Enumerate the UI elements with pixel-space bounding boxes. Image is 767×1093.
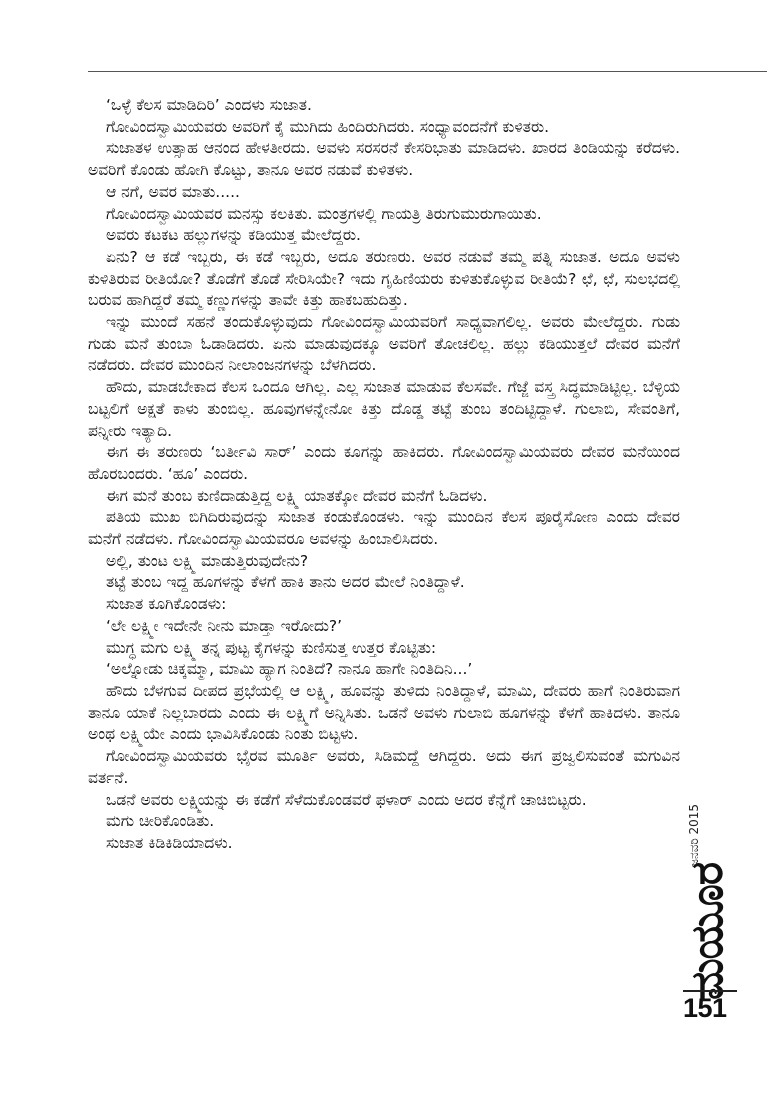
magazine-logo-text: ಮಯೂರ: [682, 862, 734, 1000]
footer-rule: [683, 990, 737, 992]
paragraph: ಗೋವಿಂದಸ್ವಾಮಿಯವರು ಭೈರವ ಮೂರ್ತಿ ಅವರು, ಸಿಡಿಮದ್ದೆ ಆಗಿದ್ದರು. ಅದು ಈಗ ಪ್ರಜ್ವಲಿಸುವಂತೆ ಮಗುವಿನ ವರ್ತನೆ.: [88, 747, 680, 787]
sidebar: [682, 800, 736, 1000]
paragraph: ಸುಜಾತ ಕಿಡಿಕಿಡಿಯಾದಳು.: [106, 833, 233, 852]
paragraph: ಈಗ ಈ ತರುಣರು ‘ಬರ್ತೀವಿ ಸಾರ್’ ಎಂದು ಕೂಗನ್ನು ಹಾಕಿದರು. ಗೋವಿಂದಸ್ವಾಮಿಯವರು ದೇವರ ಮನೆಯಿಂದ ಹೊರಬಂದರು. ‘ಹೂ’ ಎಂದರು.: [88, 443, 680, 483]
paragraph: ‘ಒಳ್ಳೆ ಕೆಲಸ ಮಾಡಿದಿರಿ’ ಎಂದಳು ಸುಜಾತ.: [106, 96, 312, 114]
paragraph: ತಟ್ಟೆ ತುಂಬ ಇದ್ದ ಹೂಗಳನ್ನು ಕೆಳಗೆ ಹಾಕಿ ತಾನು ಅದರ ಮೇಲೆ ನಿಂತಿದ್ದಾಳೆ.: [106, 573, 465, 592]
page-number: 151: [683, 993, 727, 1023]
paragraph: ಅವರು ಕಟಕಟ ಹಲ್ಲುಗಳನ್ನು ಕಡಿಯುತ್ತ ಮೇಲೆದ್ದರು.: [106, 226, 361, 245]
magazine-logo: [682, 862, 734, 1000]
paragraph: ಹೌದು ಬೆಳಗುವ ದೀಪದ ಪ್ರಭೆಯಲ್ಲಿ ಆ ಲಕ್ಷ್ಮಿ, ಹೂವನ್ನು ತುಳಿದು ನಿಂತಿದ್ದಾಳೆ, ಮಾಮಿ, ದೇವರು ಹಾಗೆ ನಿಂತಿರುವಾಗ ತಾನೂ ಯಾಕೆ ನಿಲ್ಲಬಾರದು ಎಂದು ಈ ಲಕ್ಷ್ಮಿಗೆ ಅನ್ನಿಸಿತು. ಒಡನೆ ಅವಳು ಗುಲಾಬಿ ಹೂಗಳನ್ನು ಕೆಳಗೆ ಹಾಕಿದಳು. ತಾನೂ ಅಂಥ ಲಕ್ಷ್ಮಿಯೇ ಎಂದು ಭಾವಿಸಿಕೊಂಡು ನಿಂತು ಬಿಟ್ಟಳು.: [88, 681, 680, 744]
paragraph: ಏನು? ಆ ಕಡೆ ಇಬ್ಬರು, ಈ ಕಡೆ ಇಬ್ಬರು, ಅದೂ ತರುಣರು. ಅವರ ನಡುವೆ ತಮ್ಮ ಪತ್ನಿ ಸುಜಾತ. ಅದೂ ಅವಳು ಕುಳಿತಿರುವ ರೀತಿಯೋ? ತೊಡೆಗೆ ತೊಡೆ ಸೇರಿಸಿಯೇ? ಇದು ಗೃಹಿಣಿಯರು ಕುಳಿತುಕೊಳ್ಳುವ ರೀತಿಯೆ? ಛೆ, ಛೆ, ಸುಲಭದಲ್ಲಿ ಬರುವ ಹಾಗಿದ್ದರೆ ತಮ್ಮ ಕಣ್ಣುಗಳನ್ನು ತಾವೇ ಕಿತ್ತು ಹಾಕಬಹುದಿತ್ತು.: [88, 247, 680, 310]
paragraph: ಸುಜಾತ ಕೂಗಿಕೊಂಡಳು:: [106, 595, 227, 614]
paragraph: ಗೋವಿಂದಸ್ವಾಮಿಯವರು ಅವರಿಗೆ ಕೈ ಮುಗಿದು ಹಿಂದಿರುಗಿದರು. ಸಂಧ್ಯಾವಂದನೆಗೆ ಕುಳಿತರು.: [106, 117, 550, 136]
article-body: [88, 95, 680, 855]
paragraph: ಗೋವಿಂದಸ್ವಾಮಿಯವರ ಮನಸ್ಸು ಕಲಕಿತು. ಮಂತ್ರಗಳಲ್ಲಿ ಗಾಯತ್ರಿ ತಿರುಗುಮುರುಗಾಯಿತು.: [106, 204, 542, 223]
issue-date: [684, 800, 706, 870]
paragraph: ‘ಲೇ ಲಕ್ಷ್ಮೀ ಇದೇನೇ ನೀನು ಮಾಡ್ತಾ ಇರೋದು?’: [106, 616, 343, 635]
paragraph: ಹೌದು, ಮಾಡಬೇಕಾದ ಕೆಲಸ ಒಂದೂ ಆಗಿಲ್ಲ. ಎಲ್ಲ ಸುಜಾತ ಮಾಡುವ ಕೆಲಸವೇ. ಗೆಜ್ಜೆ ವಸ್ತ್ರ ಸಿದ್ಧಮಾಡಿಟ್ಟಿಲ್ಲ. ಬೆಳ್ಳಿಯ ಬಟ್ಟಲಿಗೆ ಅಕ್ಷತೆ ಕಾಳು ತುಂಬಿಲ್ಲ. ಹೂವುಗಳನ್ನೇನೋ ಕಿತ್ತು ದೊಡ್ಡ ತಟ್ಟೆ ತುಂಬ ತಂದಿಟ್ಟಿದ್ದಾಳೆ. ಗುಲಾಬಿ, ಸೇವಂತಿಗೆ, ಪನ್ನೀರು ಇತ್ಯಾದಿ.: [88, 378, 680, 440]
paragraph: ಒಡನೆ ಅವರು ಲಕ್ಷ್ಮಿಯನ್ನು ಈ ಕಡೆಗೆ ಸೆಳೆದುಕೊಂಡವರೆ ಫಳಾರ್ ಎಂದು ಅದರ ಕೆನ್ನೆಗೆ ಚಾಚಿಬಿಟ್ಟರು.: [106, 790, 587, 809]
paragraph: ಆ ನಗೆ, ಅವರ ಮಾತು.....: [106, 182, 240, 201]
issue-date-label: ಜನವರಿ 2015: [687, 803, 702, 867]
paragraph: ಅಲ್ಲಿ, ತುಂಟ ಲಕ್ಷ್ಮಿ ಮಾಡುತ್ತಿರುವುದೇನು?: [106, 551, 309, 570]
paragraph: ಸುಜಾತಳ ಉತ್ಸಾಹ ಆನಂದ ಹೇಳತೀರದು. ಅವಳು ಸರಸರನೆ ಕೇಸರಿಭಾತು ಮಾಡಿದಳು. ಖಾರದ ತಿಂಡಿಯನ್ನು ಕರೆದಳು. ಅವರಿಗೆ ಕೊಂಡು ಹೋಗಿ ಕೊಟ್ಟು, ತಾನೂ ಅವರ ನಡುವೆ ಕುಳಿತಳು.: [88, 139, 680, 180]
paragraph: ‘ಅಲ್ನೋಡು ಚಿಕ್ಕಮ್ಮಾ, ಮಾಮಿ ಹ್ಯಾಗ ನಿಂತಿದೆ? ನಾನೂ ಹಾಗೇ ನಿಂತಿದಿನಿ...’: [106, 660, 473, 679]
paragraph: ಮುಗ್ಧ ಮಗು ಲಕ್ಷ್ಮಿ ತನ್ನ ಪುಟ್ಟ ಕೈಗಳನ್ನು ಕುಣಿಸುತ್ತ ಉತ್ತರ ಕೊಟ್ಟಿತು:: [106, 638, 437, 657]
paragraph: ಮಗು ಚೀರಿಕೊಂಡಿತು.: [106, 812, 215, 831]
paragraph: ಇನ್ನು ಮುಂದೆ ಸಹನೆ ತಂದುಕೊಳ್ಳುವುದು ಗೋವಿಂದಸ್ವಾಮಿಯವರಿಗೆ ಸಾಧ್ಯವಾಗಲಿಲ್ಲ. ಅವರು ಮೇಲೆದ್ದರು. ಗುಡು ಗುಡು ಮನೆ ತುಂಬಾ ಓಡಾಡಿದರು. ಏನು ಮಾಡುವುದಕ್ಕೂ ಅವರಿಗೆ ತೋಚಲಿಲ್ಲ. ಹಲ್ಲು ಕಡಿಯುತ್ತಲೆ ದೇವರ ಮನೆಗೆ ನಡೆದರು. ದೇವರ ಮುಂದಿನ ನೀಲಾಂಜನಗಳನ್ನು ಬೆಳಗಿದರು.: [88, 313, 680, 375]
paragraph: ಈಗ ಮನೆ ತುಂಬ ಕುಣಿದಾಡುತ್ತಿದ್ದ ಲಕ್ಷ್ಮಿ ಯಾತಕ್ಕೋ ದೇವರ ಮನೆಗೆ ಓಡಿದಳು.: [106, 486, 488, 505]
header-rule: [88, 71, 767, 72]
paragraph: ಪತಿಯ ಮುಖ ಬಿಗಿದಿರುವುದನ್ನು ಸುಜಾತ ಕಂಡುಕೊಂಡಳು. ಇನ್ನು ಮುಂದಿನ ಕೆಲಸ ಪೂರೈಸೋಣ ಎಂದು ದೇವರ ಮನೆಗೆ ನಡೆದಳು. ಗೋವಿಂದಸ್ವಾಮಿಯವರೂ ಅವಳನ್ನು ಹಿಂಬಾಲಿಸಿದರು.: [88, 508, 680, 549]
